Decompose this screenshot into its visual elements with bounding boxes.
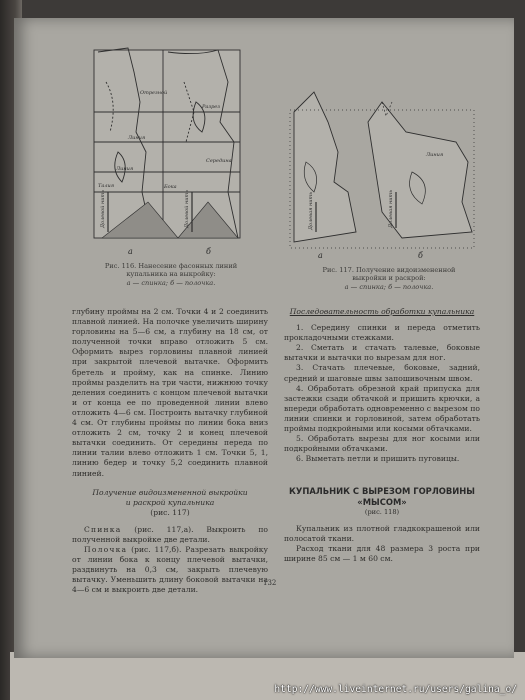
step-3: 3. Стачать плечевые, боковые, задний, средний и шаговые швы запошивочным швом. bbox=[284, 363, 480, 383]
fig117-annotation-0: Долевая нить bbox=[308, 192, 314, 230]
fig116-annotation-4: Бока bbox=[164, 184, 177, 190]
left-paragraph-1: глубину проймы на 2 см. Точки 4 и 2 соединить плавной линией. На полочке увеличить ширину горловины на 5—6 см, а глубину на 18 см, от полученной точки вправо отложить 5 см. Оформить вырез горловины плавной линией при закрытой плечевой вытачке. Оформить бретель и пройму, как на спинке. Линию проймы разделить на три части, нижнюю точку деления соединить с концом плечевой вытачки и от конца ее по проведенной линии влево отложить 4—6 см. Построить вытачку глубиной 4 см. От глубины проймы по линии бока вниз отложить 2 см, точку 2 и конец плечевой вытачки соединить. От середины переда по линии талии влево отложить 1 см. Точки 5, 1, линию бедер и точку 5,2 соединить плавной линией. bbox=[72, 307, 268, 478]
watermark-url: http://www.liveinternet.ru/users/galina_o/ bbox=[274, 684, 517, 695]
fig116-annotation-3: Талия bbox=[98, 183, 115, 189]
fig116-annotation-8: Линия bbox=[128, 135, 146, 141]
fig117-label-a: а bbox=[318, 251, 323, 260]
back-piece-label: Спинка bbox=[84, 524, 122, 534]
subheading-ref: (рис. 117) bbox=[150, 507, 190, 517]
figure-116-caption bbox=[88, 262, 254, 287]
step-1: 1. Середину спинки и переда отметить прокладочными стежками. bbox=[284, 323, 480, 343]
processing-title: Последовательность обработки купальника bbox=[289, 307, 475, 316]
right-paragraph-2: Расход ткани для 48 размера 3 роста при ширине 85 см — 1 м 60 см. bbox=[284, 543, 480, 563]
fig117-label-b: б bbox=[418, 251, 423, 260]
fig116-label-b: б bbox=[206, 247, 211, 256]
right-column bbox=[284, 307, 480, 564]
fig116-annotation-1: Разрез bbox=[202, 104, 220, 110]
figure-117-caption bbox=[314, 266, 464, 291]
fig116-annotation-0: Отрезной bbox=[140, 90, 168, 96]
left-paragraph-3: (рис. 117,б). Разрезать выкройку от линии бока к концу плечевой вытачки, раздвинуть на 0,3 см, закрыть плечевую вытачку. Уменьшить длину боковой вытачки на 4—6 см и выкроить две детали. bbox=[72, 545, 268, 595]
fig116-caption-line1: Рис. 116. Нанесение фасонных линий bbox=[104, 262, 238, 270]
step-5: 5. Обработать вырезы для ног косыми или подкройными обтачками. bbox=[284, 434, 480, 454]
fig117-caption-line1: Рис. 117. Получение видоизмененной bbox=[322, 266, 456, 274]
front-piece-label: Полочка bbox=[84, 545, 128, 555]
fig117-annotation-2: Линия bbox=[426, 152, 444, 158]
step-2: 2. Сметать и стачать талевые, боковые вытачки и вытачки по вырезам для ног. bbox=[284, 343, 480, 363]
right-paragraph-1: Купальник из плотной гладкокрашеной или полосатой ткани. bbox=[284, 523, 480, 543]
fig116-annotation-5: Долевой нить bbox=[100, 190, 106, 228]
subheading-line2: и раскрой купальника bbox=[125, 497, 215, 507]
section-heading-line1: КУПАЛЬНИК С ВЫРЕЗОМ ГОРЛОВИНЫ bbox=[289, 486, 475, 497]
step-4: 4. Обработать обрезной край припуска для застежки сзади обтачкой и пришить крючки, а впереди обработать одновременно с вырезом по линии спинки и горловиной, затем обработать проймы подкройными или косыми обтачками. bbox=[284, 383, 480, 434]
fig117-caption-line3: а — спинка; б — полочка. bbox=[344, 282, 434, 291]
fig116-annotation-6: Долевой нить bbox=[184, 190, 190, 228]
step-6: 6. Выметать петли и пришить пуговицы. bbox=[296, 454, 460, 464]
fig116-label-a: а bbox=[128, 247, 133, 256]
page-number: 132 bbox=[263, 579, 277, 587]
left-column bbox=[72, 307, 268, 596]
fig116-caption-line2: купальника на выкройку: bbox=[126, 270, 216, 279]
fig117-annotation-1: Долевая нить bbox=[388, 190, 394, 228]
fig116-annotation-2: Линия bbox=[116, 166, 134, 172]
section-heading-ref: (рис. 118) bbox=[364, 508, 400, 517]
subheading-line1: Получение видоизмененной выкройки bbox=[92, 487, 248, 497]
figure-116-pattern bbox=[88, 42, 248, 260]
fig116-caption-line3: а — спинка; б — полочка. bbox=[126, 278, 216, 287]
fig117-caption-line2: выкройки и раскрой: bbox=[352, 274, 426, 283]
left-paragraph-2: (рис. 117,а). Выкроить по полученной выкройке две детали. bbox=[72, 524, 268, 544]
figure-117-pattern bbox=[286, 82, 476, 262]
fig116-annotation-7: Середина bbox=[206, 158, 232, 164]
section-heading-line2: «МЫСОМ» bbox=[357, 496, 407, 507]
